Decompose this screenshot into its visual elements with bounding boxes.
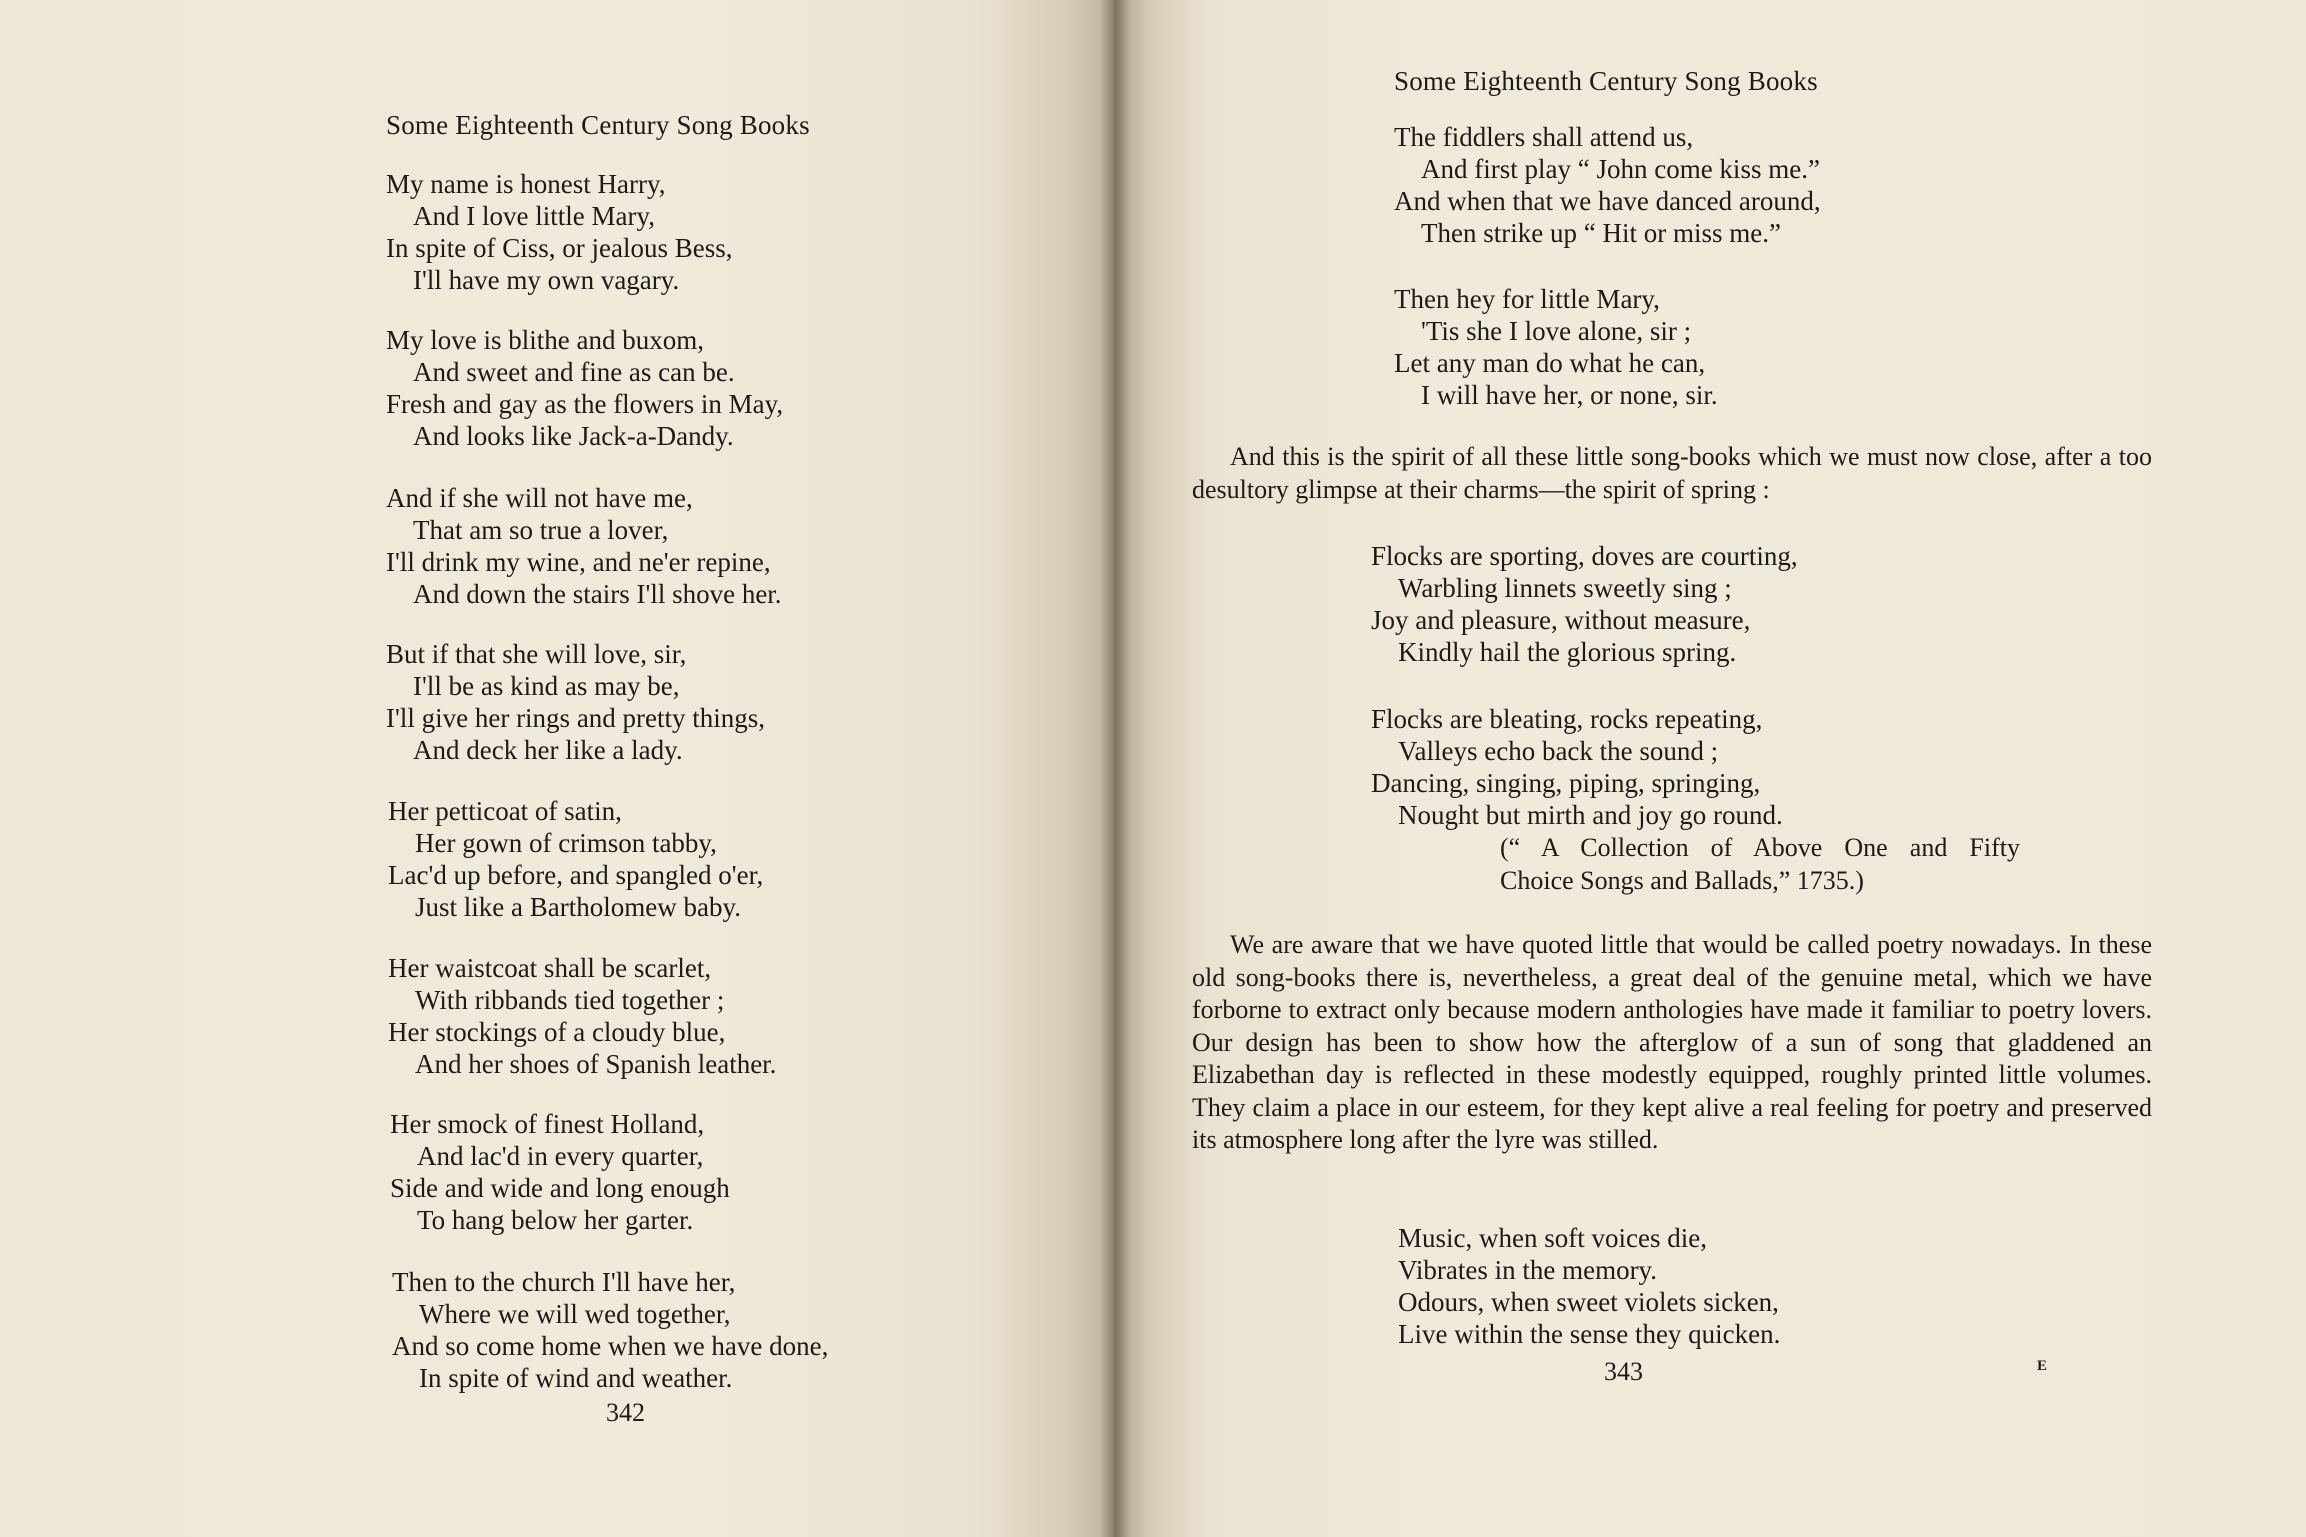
verse-line: Lac'd up before, and spangled o'er, [388,860,764,890]
stanza [1394,121,1821,249]
stanza [388,795,763,923]
verse-line: Her smock of finest Holland, [390,1109,705,1139]
verse-line: Flocks are bleating, rocks repeating, [1371,704,1763,734]
verse-line: Her petticoat of satin, [388,796,622,826]
stanza [1371,540,1798,668]
verse-line: Kindly hail the glorious spring. [1398,637,1737,667]
verse-line: Valleys echo back the sound ; [1398,736,1719,766]
verse-line: Flocks are sporting, doves are courting, [1371,541,1798,571]
verse-line: Odours, when sweet violets sicken, [1398,1287,1779,1317]
verse-line: And so come home when we have done, [392,1331,829,1361]
prose-paragraph: And this is the spirit of all these little song-books which we must now close, after a too desultory glimpse at their charms—the spirit of spring : [1192,442,2152,504]
verse-line: Fresh and gay as the flowers in May, [386,389,784,419]
verse-line: In spite of wind and weather. [419,1363,733,1393]
verse-line: Music, when soft voices die, [1398,1223,1707,1253]
left-page [0,0,1114,1537]
verse-line: In spite of Ciss, or jealous Bess, [386,233,733,263]
verse-line: With ribbands tied together ; [415,985,725,1015]
verse-line: Just like a Bartholomew baby. [415,892,741,922]
verse-line: The fiddlers shall attend us, [1394,122,1694,152]
verse-line: And sweet and fine as can be. [413,357,735,387]
stanza [1371,703,1783,831]
attribution-line: (“ A Collection of Above One and Fifty [1500,833,2020,862]
verse-line: Nought but mirth and joy go round. [1398,800,1783,830]
verse-line: And down the stairs I'll shove her. [413,579,782,609]
verse-line: Vibrates in the memory. [1398,1255,1658,1285]
stanza [386,638,765,766]
stanza [386,324,783,452]
verse-line: And deck her like a lady. [413,735,683,765]
verse-line: That am so true a lover, [413,515,669,545]
verse-line: Side and wide and long enough [390,1173,730,1203]
verse-line: Warbling linnets sweetly sing ; [1398,573,1732,603]
running-header: Some Eighteenth Century Song Books [386,110,810,140]
verse-line: Joy and pleasure, without measure, [1371,605,1751,635]
verse-line: I'll be as kind as may be, [413,671,680,701]
running-header: Some Eighteenth Century Song Books [1394,66,1818,96]
verse-line: Then strike up “ Hit or miss me.” [1421,218,1781,248]
prose-paragraph: We are aware that we have quoted little that would be called poetry nowadays. In these old song-books there is, nevertheless, a great deal of the genuine metal, which we have forborne to extract only because modern anthologies have made it familiar to poetry lovers. Our design has been to show how the afterglow of a sun of song that gladdened an Elizabethan day is reflected in these modestly equipped, roughly printed little volumes. They claim a place in our esteem, for they kept alive a real feeling for poetry and preserved its atmosphere long after the lyre was stilled. [1192,930,2152,1154]
verse-line: My love is blithe and buxom, [386,325,704,355]
verse-line: And looks like Jack-a-Dandy. [413,421,734,451]
attribution-line: Choice Songs and Ballads,” 1735.) [1500,866,1864,895]
verse-line: Where we will wed together, [419,1299,731,1329]
verse-line: And her shoes of Spanish leather. [415,1049,777,1079]
verse-line: And first play “ John come kiss me.” [1421,154,1820,184]
verse-line: Dancing, singing, piping, springing, [1371,768,1761,798]
verse-line: 'Tis she I love alone, sir ; [1421,316,1692,346]
verse-line: I'll have my own vagary. [413,265,680,295]
verse-line: My name is honest Harry, [386,169,666,199]
page-number: 342 [606,1398,645,1427]
stanza [386,482,782,610]
verse-line: To hang below her garter. [417,1205,694,1235]
book-gutter [1100,0,1130,1537]
page-number: 343 [1604,1357,1643,1386]
verse-line: And if she will not have me, [386,483,693,513]
verse-line: And I love little Mary, [413,201,655,231]
verse-line: Live within the sense they quicken. [1398,1319,1781,1349]
verse-line: And lac'd in every quarter, [417,1141,704,1171]
source-attribution [1500,831,2020,897]
verse-line: Then hey for little Mary, [1394,284,1660,314]
verse-line: But if that she will love, sir, [386,639,687,669]
signature-mark: E [2037,1358,2048,1374]
verse-line: Her gown of crimson tabby, [415,828,717,858]
right-page [1114,0,2306,1537]
verse-line: Her stockings of a cloudy blue, [388,1017,726,1047]
stanza [388,952,776,1080]
stanza [1398,1222,1780,1350]
verse-line: And when that we have danced around, [1394,186,1821,216]
verse-line: Her waistcoat shall be scarlet, [388,953,712,983]
stanza [1394,283,1718,411]
verse-line: Then to the church I'll have her, [392,1267,736,1297]
verse-line: Let any man do what he can, [1394,348,1706,378]
stanza [386,168,732,296]
stanza [392,1266,828,1394]
verse-line: I'll give her rings and pretty things, [386,703,766,733]
verse-line: I'll drink my wine, and ne'er repine, [386,547,771,577]
verse-line: I will have her, or none, sir. [1421,380,1718,410]
stanza [390,1108,730,1236]
